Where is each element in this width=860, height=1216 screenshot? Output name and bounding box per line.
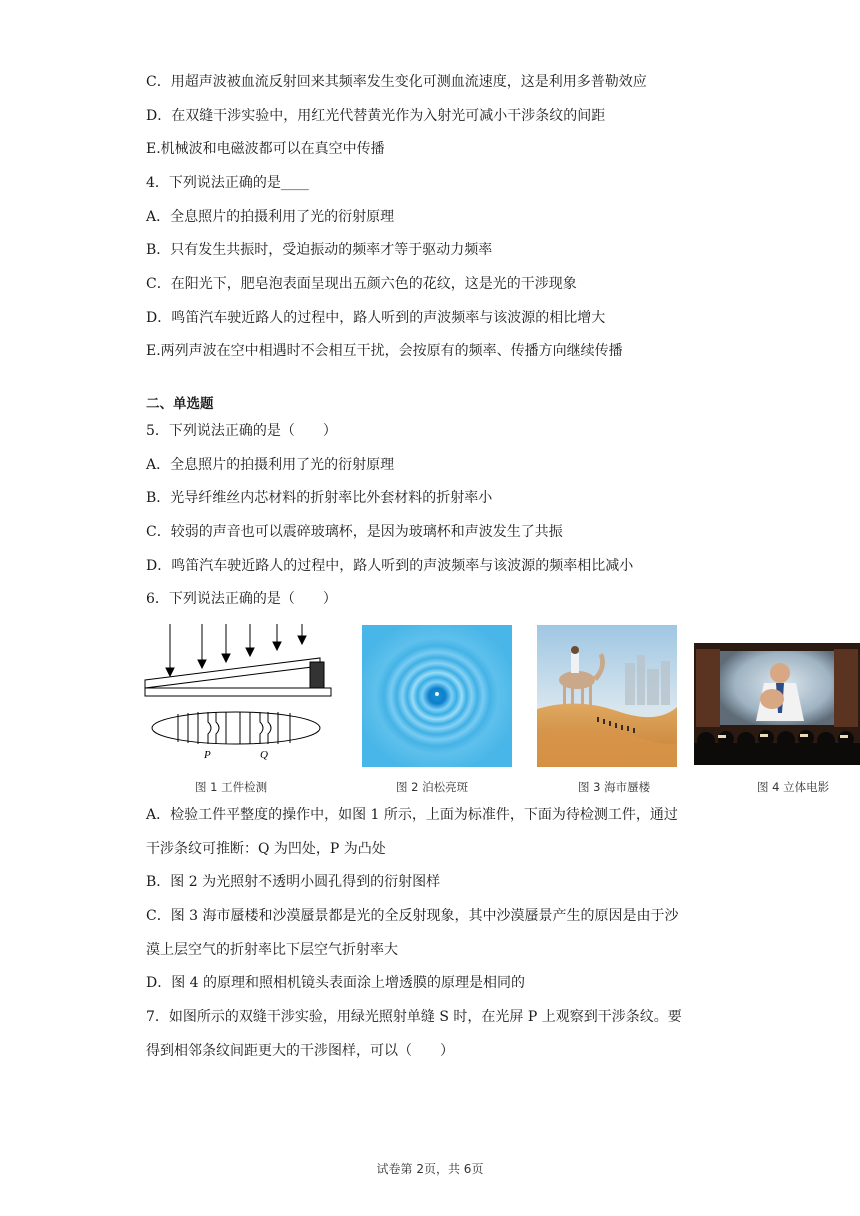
option-4a: A．全息照片的拍摄利用了光的衍射原理 [146, 209, 395, 225]
option-6a-cont: 干涉条纹可推断：Q 为凹处，P 为凸处 [146, 841, 386, 857]
section-heading: 二、单选题 [146, 396, 214, 412]
fig1-label-p: P [204, 749, 211, 760]
question-7-cont: 得到相邻条纹间距更大的干涉图样，可以（ ） [146, 1043, 454, 1059]
question-5: 5．下列说法正确的是（ ） [146, 423, 337, 439]
option-6c-cont: 漠上层空气的折射率比下层空气折射率大 [146, 942, 398, 958]
option-6b: B．图 2 为光照射不透明小圆孔得到的衍射图样 [146, 874, 441, 890]
option-5d: D．鸣笛汽车驶近路人的过程中，路人听到的声波频率与该波源的频率相比减小 [146, 558, 634, 574]
figure-1-workpiece-diagram [142, 618, 338, 760]
figure-2-poisson-spot-image [362, 625, 512, 767]
figure-3-mirage-photo [537, 625, 677, 767]
option-5b: B．光导纤维丝内芯材料的折射率比外套材料的折射率小 [146, 490, 493, 506]
option-4e: E.两列声波在空中相遇时不会相互干扰，会按原有的频率、传播方向继续传播 [146, 343, 623, 359]
option-6c: C．图 3 海市蜃楼和沙漠蜃景都是光的全反射现象，其中沙漠蜃景产生的原因是由于沙 [146, 908, 679, 924]
figure-2-caption: 图 2 泊松亮斑 [396, 780, 469, 794]
option-4b: B．只有发生共振时，受迫振动的频率才等于驱动力频率 [146, 242, 493, 258]
figure-4-3d-movie-photo [694, 643, 860, 765]
figure-1-caption: 图 1 工件检测 [195, 780, 268, 794]
figure-4-caption: 图 4 立体电影 [757, 780, 830, 794]
page-footer: 试卷第 2页，共 6页 [376, 1162, 484, 1176]
option-3e: E.机械波和电磁波都可以在真空中传播 [146, 141, 385, 157]
question-6: 6．下列说法正确的是（ ） [146, 591, 337, 607]
option-4d: D．鸣笛汽车驶近路人的过程中，路人听到的声波频率与该波源的相比增大 [146, 310, 606, 326]
option-3d: D．在双缝干涉实验中，用红光代替黄光作为入射光可减小干涉条纹的间距 [146, 108, 606, 124]
option-6d: D．图 4 的原理和照相机镜头表面涂上增透膜的原理是相同的 [146, 975, 526, 991]
question-7: 7．如图所示的双缝干涉实验，用绿光照射单缝 S 时，在光屏 P 上观察到干涉条纹。要 [146, 1009, 682, 1025]
option-4c: C．在阳光下，肥皂泡表面呈现出五颜六色的花纹，这是光的干涉现象 [146, 276, 577, 292]
question-4: 4．下列说法正确的是____ [146, 175, 309, 191]
option-3c: C．用超声波被血流反射回来其频率发生变化可测血流速度，这是利用多普勒效应 [146, 74, 647, 90]
figure-3-caption: 图 3 海市蜃楼 [578, 780, 651, 794]
option-5a: A．全息照片的拍摄利用了光的衍射原理 [146, 457, 395, 473]
option-6a: A．检验工件平整度的操作中，如图 1 所示，上面为标准件，下面为待检测工件，通过 [146, 807, 678, 823]
option-5c: C．较弱的声音也可以震碎玻璃杯，是因为玻璃杯和声波发生了共振 [146, 524, 563, 540]
fig1-label-q: Q [260, 749, 268, 760]
